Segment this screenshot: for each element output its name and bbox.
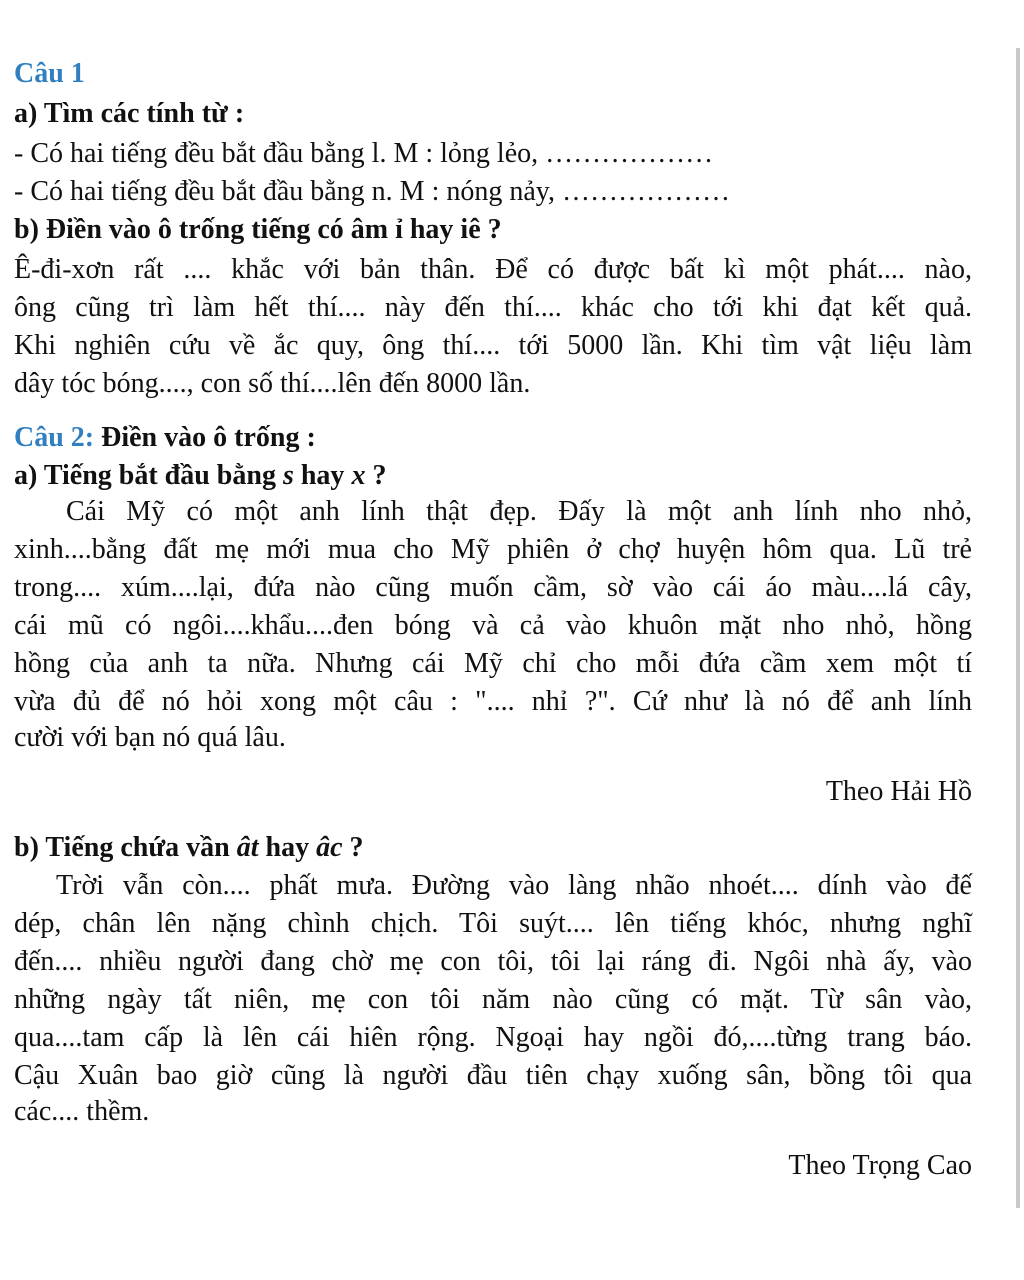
page-edge-rule bbox=[1016, 48, 1020, 1208]
cau2-part-b-title-at: ât bbox=[236, 832, 259, 863]
cau1-part-b-line: dây tóc bóng...., con số thí....lên đến 8000 lần. bbox=[14, 368, 531, 399]
cau2-part-b-title bbox=[14, 830, 972, 866]
cau1-part-a-line2: - Có hai tiếng đều bắt đầu bằng n. M : nóng nảy, ……………… bbox=[14, 176, 730, 207]
cau2-part-b-title-suffix: ? bbox=[342, 832, 364, 863]
cau1-part-b-line: ông cũng trì làm hết thí.... này đến thí.... khác cho tới khi đạt kết quả. bbox=[14, 292, 972, 323]
cau2-part-b-line: đến.... nhiều người đang chờ mẹ con tôi, tôi lại ráng đi. Ngôi nhà ấy, vào bbox=[14, 946, 972, 977]
cau2-part-a-source: Theo Hải Hồ bbox=[825, 776, 972, 807]
cau2-part-b-source: Theo Trọng Cao bbox=[788, 1150, 972, 1181]
cau1-part-b-line: Khi nghiên cứu về ắc quy, ông thí.... tới 5000 lần. Khi tìm vật liệu làm bbox=[14, 330, 972, 361]
cau2-part-a-title-mid: hay bbox=[293, 460, 352, 491]
cau2-part-b-title-mid: hay bbox=[258, 832, 317, 863]
cau2-part-a-line: vừa đủ để nó hỏi xong một câu : ".... nhỉ ?". Cứ như là nó để anh lính bbox=[14, 686, 972, 717]
cau2-part-a-title-s: s bbox=[282, 460, 294, 491]
cau2-part-a-title-prefix: a) Tiếng bắt đầu bằng bbox=[14, 460, 283, 491]
cau2-part-a-title-suffix: ? bbox=[365, 460, 387, 491]
cau1-part-a-title: a) Tìm các tính từ : bbox=[14, 98, 245, 129]
cau2-heading-text: Điền vào ô trống : bbox=[94, 422, 316, 453]
cau2-part-a-line: hồng của anh ta nữa. Nhưng cái Mỹ chỉ cho mỗi đứa cầm xem một tí bbox=[14, 648, 972, 679]
cau2-part-b-line: những ngày tất niên, mẹ con tôi năm nào cũng có mặt. Từ sân vào, bbox=[14, 984, 972, 1015]
cau2-part-a-title-x: x bbox=[351, 460, 366, 491]
cau2-part-b-line: Trời vẫn còn.... phất mưa. Đường vào làng nhão nhoét.... dính vào đế bbox=[56, 870, 972, 901]
cau2-part-a-line: trong.... xúm....lại, đứa nào cũng muốn cầm, sờ vào cái áo màu....lá cây, bbox=[14, 572, 972, 603]
cau2-part-b-line: Cậu Xuân bao giờ cũng là người đầu tiên chạy xuống sân, bồng tôi qua bbox=[14, 1060, 972, 1091]
cau1-part-b-line: Ê-đi-xơn rất .... khắc với bản thân. Để có được bất kì một phát.... nào, bbox=[14, 254, 972, 285]
cau2-heading-label: Câu 2: bbox=[14, 422, 95, 453]
cau1-heading: Câu 1 bbox=[14, 58, 85, 89]
cau2-part-b-line: qua....tam cấp là lên cái hiên rộng. Ngoại hay ngồi đó,....từng trang báo. bbox=[14, 1022, 972, 1053]
cau2-part-b-line: các.... thềm. bbox=[14, 1096, 150, 1127]
cau2-part-a-line: cười với bạn nó quá lâu. bbox=[14, 722, 286, 753]
cau2-heading bbox=[14, 420, 972, 456]
cau2-part-a-title bbox=[14, 458, 972, 494]
cau2-part-a-line: xinh....bằng đất mẹ mới mua cho Mỹ phiên ở chợ huyện hôm qua. Lũ trẻ bbox=[14, 534, 972, 565]
cau2-part-b-title-ac: âc bbox=[316, 832, 343, 863]
cau2-part-b-line: dép, chân lên nặng chình chịch. Tôi suýt.... lên tiếng khóc, nhưng nghĩ bbox=[14, 908, 972, 939]
cau1-part-b-title: b) Điền vào ô trống tiếng có âm ỉ hay iê ? bbox=[14, 214, 502, 245]
cau2-part-a-line: Cái Mỹ có một anh lính thật đẹp. Đấy là một anh lính nho nhỏ, bbox=[66, 496, 972, 527]
cau2-part-b-title-prefix: b) Tiếng chứa vần bbox=[14, 832, 237, 863]
cau2-part-a-line: cái mũ có ngôi....khẩu....đen bóng và cả vào khuôn mặt nho nhỏ, hồng bbox=[14, 610, 972, 641]
cau1-part-a-line1: - Có hai tiếng đều bắt đầu bằng l. M : lỏng lẻo, ……………… bbox=[14, 138, 714, 169]
